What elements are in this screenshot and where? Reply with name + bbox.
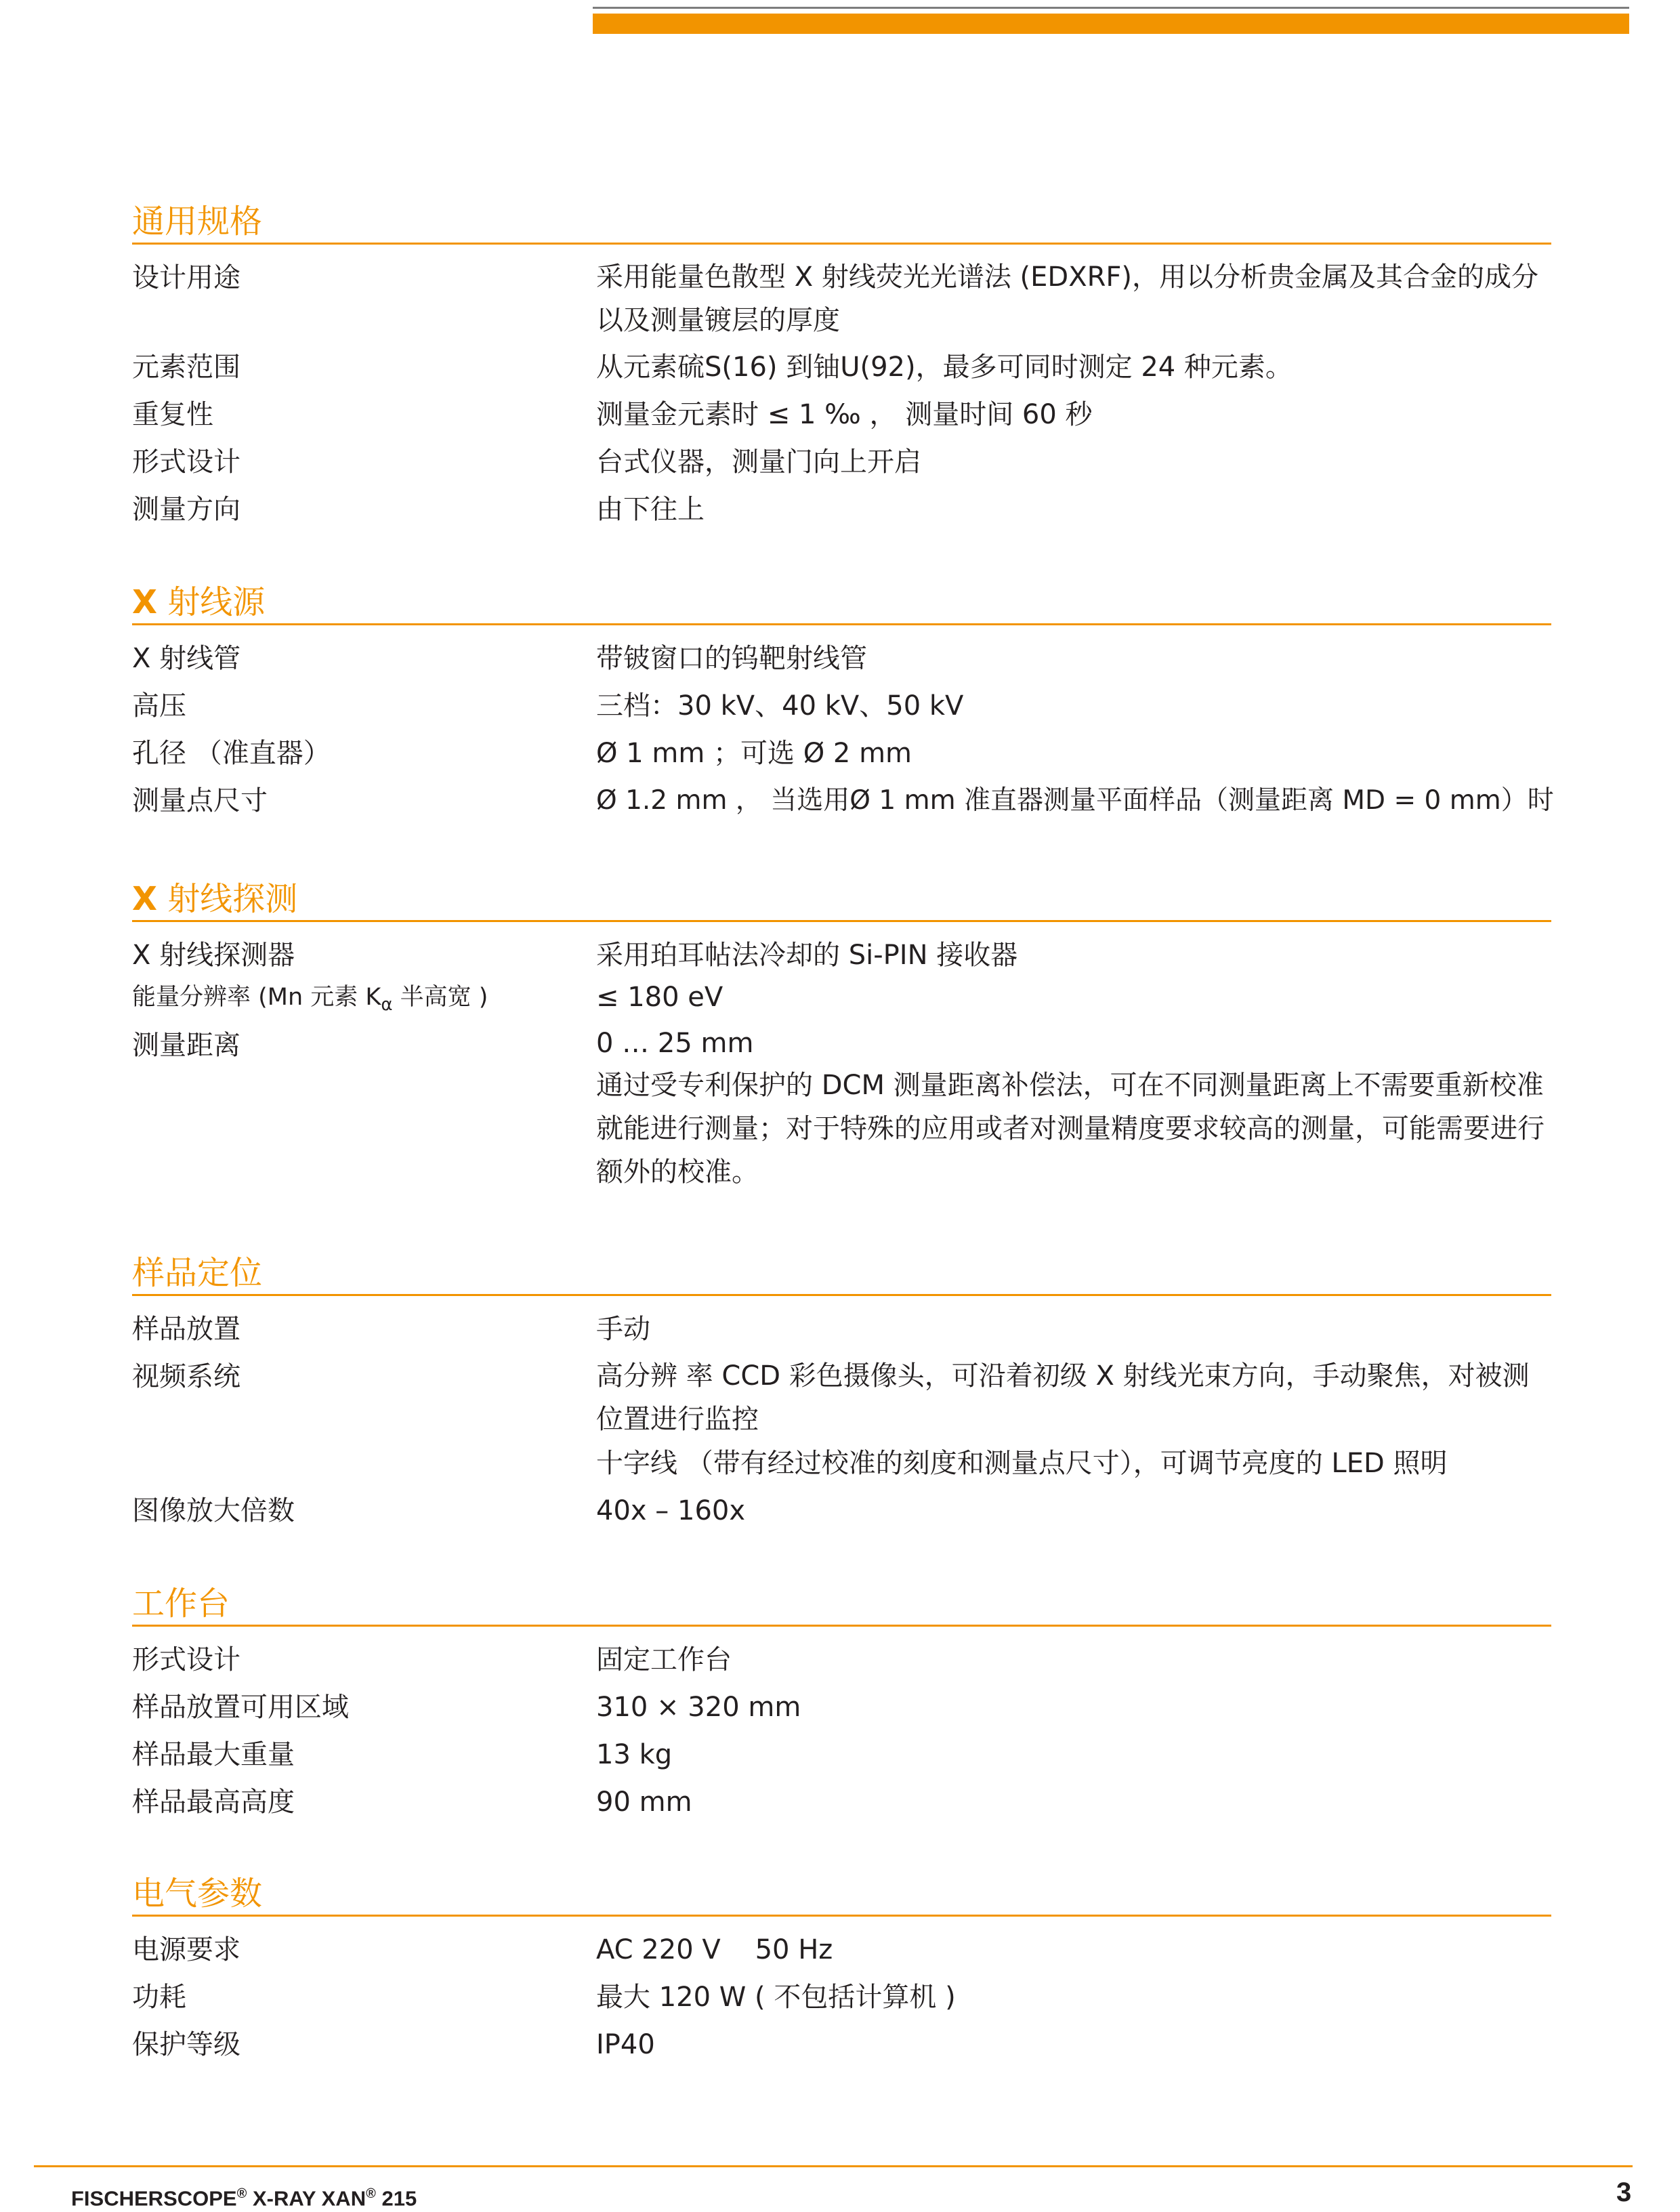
spec-row bbox=[132, 1780, 1551, 1824]
spec-label: 测量点尺寸 bbox=[132, 785, 268, 816]
spec-row bbox=[132, 345, 1551, 390]
spec-row bbox=[132, 255, 1551, 342]
spec-label-part: 能量分辨率 (Mn 元素 K bbox=[132, 984, 381, 1011]
spec-label: X 射线管 bbox=[132, 643, 241, 674]
spec-value: 310 × 320 mm bbox=[596, 1692, 801, 1723]
spec-value: 40x – 160x bbox=[596, 1495, 746, 1526]
spec-row bbox=[132, 1354, 1551, 1486]
spec-row bbox=[132, 1488, 1551, 1533]
spec-label: 测量方向 bbox=[132, 494, 240, 525]
spec-label: 样品放置可用区域 bbox=[132, 1692, 349, 1723]
registered-mark: ® bbox=[236, 2186, 247, 2201]
spec-label: 视频系统 bbox=[132, 1361, 240, 1392]
spec-value: IP40 bbox=[596, 2029, 655, 2060]
spec-value: 90 mm bbox=[596, 1787, 692, 1818]
spec-label: 高压 bbox=[132, 690, 186, 722]
footer-model: X-RAY XAN bbox=[247, 2186, 366, 2211]
spec-label: 电源要求 bbox=[132, 1934, 240, 1965]
spec-value: Ø 1 mm ；可选 Ø 2 mm bbox=[596, 738, 912, 769]
spec-value: 高分辨 率 CCD 彩色摄像头，可沿着初级 X 射线光束方向，手动聚焦，对被测位置进行监控 bbox=[596, 1360, 1530, 1435]
spec-label: X 射线探测器 bbox=[132, 940, 295, 971]
page-number: 3 bbox=[1616, 2177, 1632, 2207]
spec-value: 0 … 25 mm bbox=[596, 1028, 754, 1059]
spec-label: 形式设计 bbox=[132, 446, 240, 478]
spec-row bbox=[132, 1732, 1551, 1777]
section-xray-detector bbox=[132, 878, 1551, 1194]
section-title-x: X bbox=[132, 880, 158, 918]
section-electrical bbox=[132, 1873, 1551, 2067]
spec-value-note: 通过受专利保护的 DCM 测量距离补偿法，可在不同测量距离上不需要重新校准就能进行测量；对于特殊的应用或者对测量精度要求较高的测量，可能需要进行额外的校准。 bbox=[596, 1070, 1545, 1188]
spec-row bbox=[132, 731, 1551, 776]
spec-row bbox=[132, 487, 1551, 532]
spec-label bbox=[132, 975, 596, 1027]
header-rule bbox=[593, 7, 1629, 9]
spec-label: 样品最大重量 bbox=[132, 1739, 295, 1770]
section-title-x: X bbox=[132, 583, 158, 621]
spec-value: 三档：30 kV、40 kV、50 kV bbox=[596, 690, 964, 722]
spec-label: 样品最高高度 bbox=[132, 1787, 295, 1818]
spec-label: 功耗 bbox=[132, 1982, 186, 2013]
section-xray-source bbox=[132, 581, 1554, 823]
spec-label-part: 半高宽 ) bbox=[392, 984, 488, 1011]
spec-row bbox=[132, 636, 1551, 681]
footer-model-number: 215 bbox=[375, 2186, 417, 2211]
section-title: 通用规格 bbox=[132, 201, 1551, 245]
spec-row bbox=[132, 975, 1551, 1027]
spec-value: 手动 bbox=[596, 1314, 650, 1345]
spec-value: 13 kg bbox=[596, 1739, 673, 1770]
section-title bbox=[132, 878, 1551, 922]
spec-label: 设计用途 bbox=[132, 262, 240, 293]
spec-value-note: 十字线 （带有经过校准的刻度和测量点尺寸），可调节亮度的 LED 照明 bbox=[596, 1448, 1448, 1479]
footer-rule bbox=[34, 2165, 1633, 2167]
spec-row bbox=[132, 1685, 1551, 1730]
spec-value: Ø 1.2 mm ， 当选用Ø 1 mm 准直器测量平面样品（测量距离 MD = 0 mm）时 bbox=[596, 785, 1554, 816]
spec-value: 台式仪器，测量门向上开启 bbox=[596, 446, 921, 478]
spec-value: 带铍窗口的钨靶射线管 bbox=[596, 643, 867, 674]
spec-label: 图像放大倍数 bbox=[132, 1495, 295, 1526]
spec-label: 形式设计 bbox=[132, 1644, 240, 1675]
spec-row bbox=[132, 440, 1551, 484]
section-sample-positioning bbox=[132, 1252, 1551, 1533]
spec-row bbox=[132, 1975, 1551, 2020]
spec-row bbox=[132, 392, 1551, 437]
spec-value: 从元素硫S(16) 到铀U(92)，最多可同时测定 24 种元素。 bbox=[596, 352, 1293, 383]
spec-label: 样品放置 bbox=[132, 1314, 240, 1345]
section-title-text: 射线源 bbox=[157, 583, 266, 621]
footer-product-name bbox=[71, 2180, 417, 2212]
spec-label: 重复性 bbox=[132, 399, 213, 430]
spec-label: 测量距离 bbox=[132, 1030, 240, 1061]
spec-label: 元素范围 bbox=[132, 352, 240, 383]
section-general bbox=[132, 201, 1551, 532]
alpha-subscript: α bbox=[381, 995, 393, 1015]
header-accent-bar bbox=[593, 14, 1629, 34]
spec-value: 由下往上 bbox=[596, 494, 705, 525]
spec-label: 孔径 （准直器） bbox=[132, 738, 331, 769]
section-stage bbox=[132, 1583, 1551, 1824]
spec-value: 固定工作台 bbox=[596, 1644, 732, 1675]
spec-row bbox=[132, 933, 1551, 978]
spec-row bbox=[132, 1927, 1551, 1972]
spec-row bbox=[132, 684, 1551, 728]
section-title bbox=[132, 581, 1551, 625]
spec-value: 采用珀耳帖法冷却的 Si-PIN 接收器 bbox=[596, 940, 1018, 971]
spec-row bbox=[132, 1307, 1551, 1352]
section-title: 工作台 bbox=[132, 1583, 1551, 1627]
section-title: 样品定位 bbox=[132, 1252, 1551, 1296]
spec-row bbox=[132, 1023, 1551, 1194]
section-title-text: 射线探测 bbox=[157, 880, 298, 918]
registered-mark: ® bbox=[366, 2186, 376, 2201]
spec-value: 采用能量色散型 X 射线荧光光谱法 (EDXRF)，用以分析贵金属及其合金的成分以及测量镀层的厚度 bbox=[596, 262, 1539, 336]
spec-row bbox=[132, 2022, 1551, 2067]
spec-value: 最大 120 W ( 不包括计算机 ) bbox=[596, 1982, 956, 2013]
spec-row bbox=[132, 778, 1554, 823]
spec-value: 测量金元素时 ≤ 1 ‰ ， 测量时间 60 秒 bbox=[596, 399, 1093, 430]
spec-value: AC 220 V 50 Hz bbox=[596, 1934, 833, 1965]
footer-brand: FISCHERSCOPE bbox=[71, 2186, 237, 2211]
spec-label: 保护等级 bbox=[132, 2029, 240, 2060]
section-title: 电气参数 bbox=[132, 1873, 1551, 1917]
spec-value: ≤ 180 eV bbox=[596, 982, 723, 1013]
spec-row bbox=[132, 1637, 1551, 1682]
